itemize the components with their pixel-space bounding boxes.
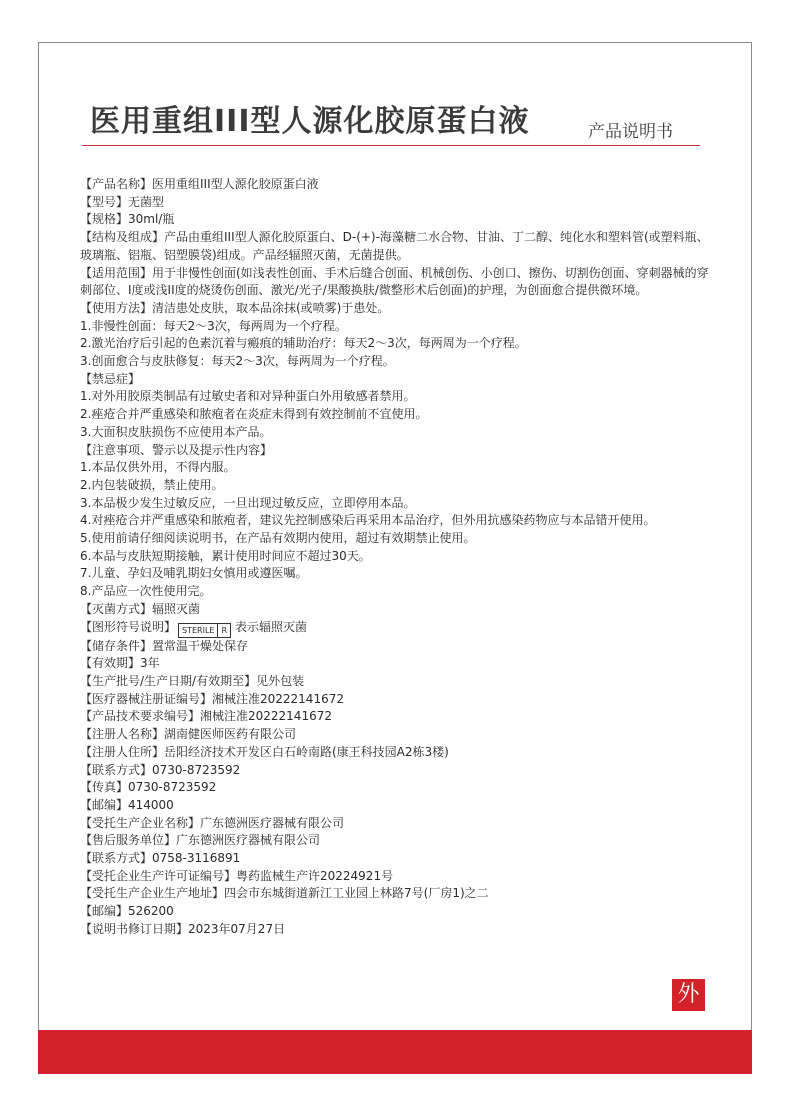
manufacturer-contact-line: 【联系方式】0758-3116891 — [80, 851, 241, 866]
precaution-item-7: 7.儿童、孕妇及哺乳期妇女慎用或遵医嘱。 — [80, 566, 308, 581]
symbol-explanation-line — [80, 619, 712, 638]
registrant-name-line: 【注册人名称】湖南健医师医药有限公司 — [80, 727, 297, 742]
contraindication-heading: 【禁忌症】 — [80, 371, 141, 386]
sterile-symbol-r: R — [217, 624, 230, 637]
registrant-address-line: 【注册人住所】岳阳经济技术开发区白石岭南路(康王科技园A2栋3楼) — [80, 744, 449, 759]
sterile-symbol-text: STERILE — [182, 625, 215, 635]
spec-line: 【规格】30ml/瓶 — [80, 212, 175, 227]
tech-requirement-line: 【产品技术要求编号】湘械注准20222141672 — [80, 709, 332, 724]
symbol-label: 【图形符号说明】 — [80, 619, 177, 634]
precaution-item-4: 4.对痤疮合并严重感染和脓疱者，建议先控制感染后再采用本品治疗，但外用抗感染药物应与本品错开使用。 — [80, 513, 656, 528]
registrant-contact-line: 【联系方式】0730-8723592 — [80, 762, 241, 777]
contraindication-item-2: 2.痤疮合并严重感染和脓疱者在炎症未得到有效控制前不宜使用。 — [80, 407, 428, 422]
document-subtitle: 产品说明书 — [588, 122, 673, 142]
usage-heading-line: 【使用方法】清洁患处皮肤，取本品涂抹(或喷雾)于患处。 — [80, 300, 390, 315]
manufacturer-address-line: 【受托生产企业生产地址】四会市东城街道新江工业园上林路7号(厂房1)之二 — [80, 886, 489, 901]
precaution-item-8: 8.产品应一次性使用完。 — [80, 584, 212, 599]
usage-item-1: 1.非慢性创面：每天2～3次，每两周为一个疗程。 — [80, 318, 347, 333]
symbol-meaning: 表示辐照灭菌 — [235, 619, 308, 634]
validity-line: 【有效期】3年 — [80, 656, 160, 671]
service-unit-line: 【售后服务单位】广东德洲医疗器械有限公司 — [80, 833, 321, 848]
manufacturer-name-line: 【受托生产企业名称】广东德洲医疗器械有限公司 — [80, 815, 345, 830]
scope-line: 【适用范围】用于非慢性创面(如浅表性创面、手术后缝合创面、机械创伤、小创口、擦伤、切割伤创面、穿刺器械的穿刺部位、I度或浅II度的烧烫伤创面、激光/光子/果酸换肤/微整形术后创面)的护理，为创面愈合提供微环境。 — [80, 265, 709, 298]
model-line: 【型号】无菌型 — [80, 194, 165, 209]
precautions-heading: 【注意事项、警示以及提示性内容】 — [80, 442, 273, 457]
sterile-r-symbol — [178, 623, 231, 638]
title-divider — [82, 145, 700, 146]
precaution-item-1: 1.本品仅供外用，不得内服。 — [80, 460, 236, 475]
registrant-postcode-line: 【邮编】414000 — [80, 797, 174, 812]
precaution-item-5: 5.使用前请仔细阅读说明书，在产品有效期内使用，超过有效期禁止使用。 — [80, 531, 476, 546]
precaution-item-3: 3.本品极少发生过敏反应，一旦出现过敏反应，立即停用本品。 — [80, 495, 416, 510]
contraindication-item-1: 1.对外用胶原类制品有过敏史者和对异种蛋白外用敏感者禁用。 — [80, 389, 416, 404]
usage-item-2: 2.激光治疗后引起的色素沉着与瘢痕的辅助治疗：每天2～3次，每两周为一个疗程。 — [80, 336, 527, 351]
manufacturer-license-line: 【受托企业生产许可证编号】粤药监械生产许20224921号 — [80, 868, 394, 883]
instructions-body — [80, 176, 712, 939]
precaution-item-6: 6.本品与皮肤短期接触，累计使用时间应不超过30天。 — [80, 548, 371, 563]
sterilization-line: 【灭菌方式】辐照灭菌 — [80, 601, 201, 616]
document-title: 医用重组III型人源化胶原蛋白液 — [90, 104, 530, 139]
product-name-line: 【产品名称】医用重组III型人源化胶原蛋白液 — [80, 177, 319, 191]
manufacturer-postcode-line: 【邮编】526200 — [80, 904, 174, 919]
batch-line: 【生产批号/生产日期/有效期至】见外包装 — [80, 673, 305, 688]
external-use-stamp: 外 — [672, 979, 705, 1011]
revision-date-line: 【说明书修订日期】2023年07月27日 — [80, 921, 286, 936]
composition-line: 【结构及组成】产品由重组III型人源化胶原蛋白、D-(+)-海藻糖二水合物、甘油、丁二醇、纯化水和塑料管(或塑料瓶、玻璃瓶、铝瓶、铝塑膜袋)组成。产品经辐照灭菌，无菌提供。 — [80, 230, 709, 262]
storage-line: 【储存条件】置常温干燥处保存 — [80, 638, 249, 653]
registration-no-line: 【医疗器械注册证编号】湘械注准20222141672 — [80, 691, 344, 706]
registrant-fax-line: 【传真】0730-8723592 — [80, 780, 217, 795]
usage-item-3: 3.创面愈合与皮肤修复：每天2～3次，每两周为一个疗程。 — [80, 354, 395, 369]
contraindication-item-3: 3.大面积皮肤损伤不应使用本产品。 — [80, 424, 272, 439]
precaution-item-2: 2.内包装破损，禁止使用。 — [80, 477, 224, 492]
footer-red-bar — [38, 1030, 752, 1074]
